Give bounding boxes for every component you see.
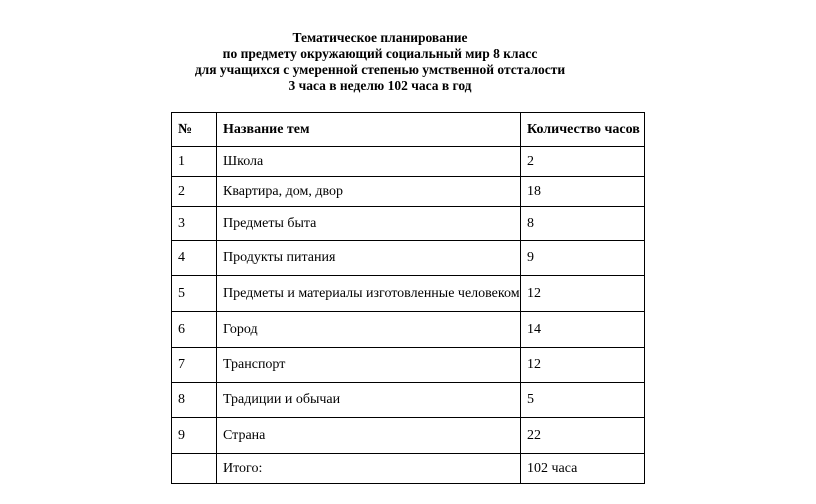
row-topic: Традиции и обычаи (217, 383, 521, 418)
table-row (172, 276, 645, 312)
planning-table (171, 112, 645, 484)
row-number: 7 (172, 348, 217, 383)
title-line-4: 3 часа в неделю 102 часа в год (288, 78, 472, 93)
header-topic: Название тем (217, 113, 521, 147)
total-label: Итого: (217, 454, 521, 484)
table-row (172, 383, 645, 418)
total-number (172, 454, 217, 484)
row-topic: Продукты питания (217, 241, 521, 276)
row-topic: Предметы быта (217, 207, 521, 241)
table-row (172, 348, 645, 383)
row-hours: 14 (521, 312, 645, 348)
row-number: 6 (172, 312, 217, 348)
row-number: 8 (172, 383, 217, 418)
table-row (172, 418, 645, 454)
row-number: 4 (172, 241, 217, 276)
row-number: 3 (172, 207, 217, 241)
table-row (172, 147, 645, 177)
row-hours: 22 (521, 418, 645, 454)
title-line-3: для учащихся с умеренной степенью умственной отсталости (194, 62, 566, 77)
row-topic: Транспорт (217, 348, 521, 383)
row-hours: 9 (521, 241, 645, 276)
table-row (172, 207, 645, 241)
total-hours: 102 часа (521, 454, 645, 484)
row-topic: Квартира, дом, двор (217, 177, 521, 207)
row-hours: 5 (521, 383, 645, 418)
total-row (172, 454, 645, 484)
title-line-2: по предмету окружающий социальный мир 8 класс (222, 46, 538, 61)
row-hours: 2 (521, 147, 645, 177)
document-title (160, 30, 600, 94)
title-line-1: Тематическое планирование (292, 30, 468, 45)
row-topic: Страна (217, 418, 521, 454)
row-topic: Предметы и материалы изготовленные человеком (217, 276, 521, 312)
row-topic: Город (217, 312, 521, 348)
header-hours: Количество часов (521, 113, 645, 147)
row-number: 9 (172, 418, 217, 454)
row-hours: 18 (521, 177, 645, 207)
row-number: 1 (172, 147, 217, 177)
row-topic: Школа (217, 147, 521, 177)
table-row (172, 241, 645, 276)
table-header-row (172, 113, 645, 147)
row-number: 2 (172, 177, 217, 207)
table-row (172, 177, 645, 207)
row-number: 5 (172, 276, 217, 312)
header-number: № (172, 113, 217, 147)
row-hours: 12 (521, 276, 645, 312)
table-row (172, 312, 645, 348)
row-hours: 8 (521, 207, 645, 241)
row-hours: 12 (521, 348, 645, 383)
